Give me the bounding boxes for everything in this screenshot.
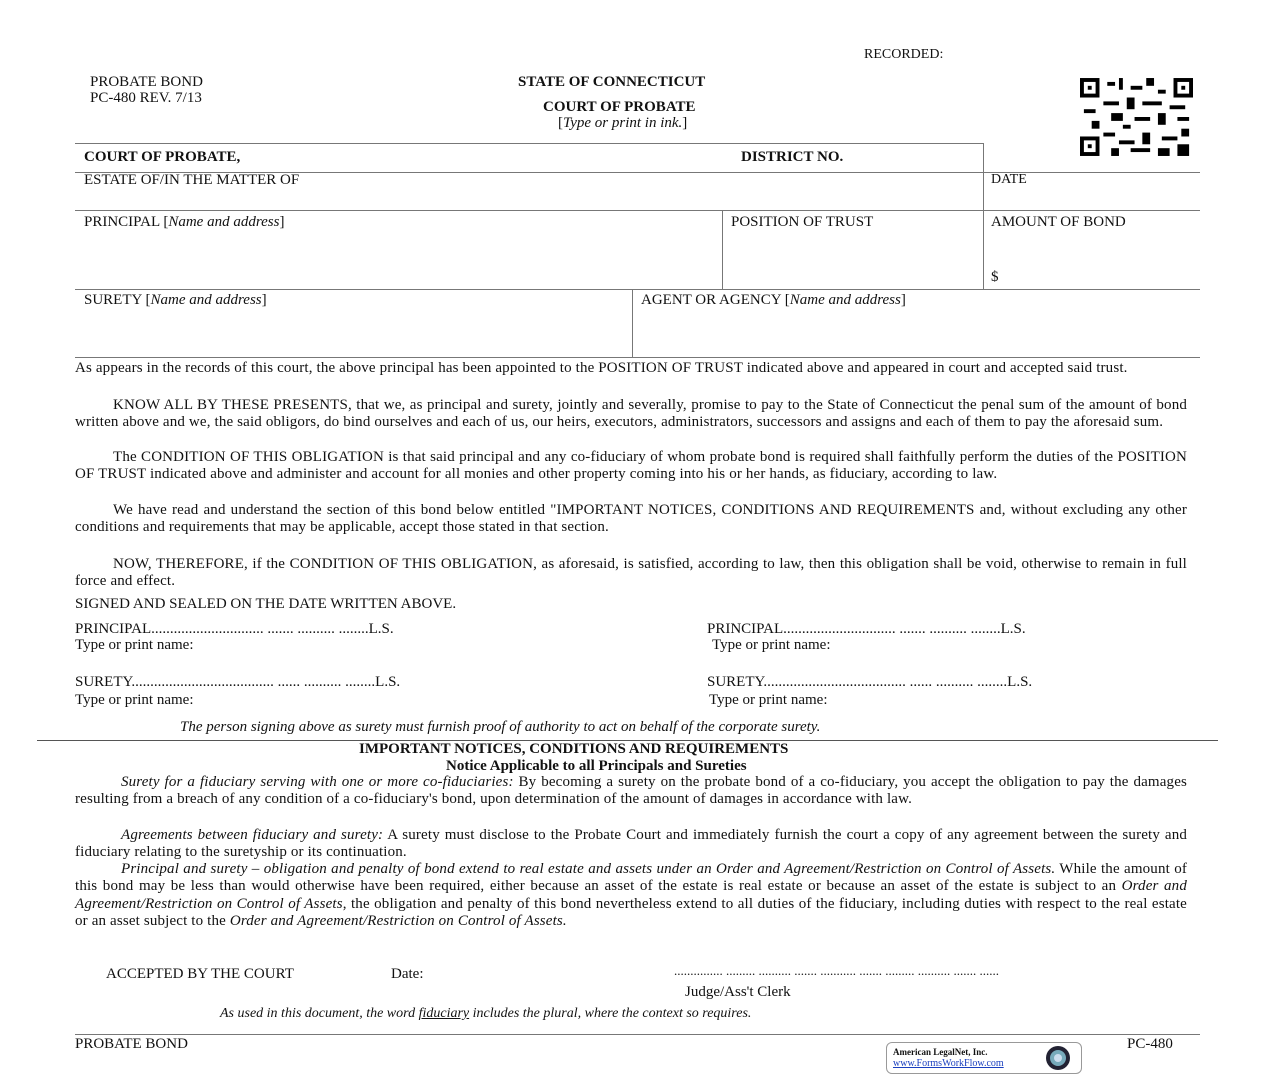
paragraph-know-all: KNOW ALL BY THESE PRESENTS, that we, as principal and surety, jointly and severally, promise to pay to the State of Connecticut the penal sum of the amount of bond written above and we, the said obligors, do bind ourselves and each of us, our heirs, executors, administrators, successors and assigns and each of them to pay the aforesaid sum. (75, 397, 1187, 431)
notice-co-fiduciaries: Surety for a fiduciary serving with one or more co-fiduciaries: By becoming a surety on the probate bond of a co-fiduciary, you accept the obligation to pay the damages resulting from a breach of any condition of a co-fiduciary's bond, upon determination of the amount of damages in accordance with law. (75, 774, 1187, 808)
notice-real-estate: Principal and surety – obligation and penalty of bond extend to real estate and assets under an Order and Agreement/Restriction on Control of Assets. While the amount of this bond may be less than would otherwise have been required, either because an asset of the estate is real estate or because an asset of the estate is subject to an Order and Agreement/Restriction on Control of Assets, the obligation and penalty of this bond nevertheless extend to all duties of the fiduciary, including duties with respect to the real estate or an asset subject to the Order and Agreement/Restriction on Control of Assets. (75, 861, 1188, 930)
logo-name: American LegalNet, Inc. (893, 1047, 988, 1057)
footer-form-name: PROBATE BOND (75, 1036, 188, 1052)
paragraph-appointment: As appears in the records of this court, the above principal has been appointed to the POSITION OF TRUST indicated above and appeared in court and accepted said trust. (75, 360, 1128, 376)
surety-signature-1[interactable]: SURETY...................................... ...... .......... ........L.S. (75, 674, 401, 690)
surety-signature-2[interactable]: SURETY...................................... ...... .......... ........L.S. (707, 674, 1033, 690)
principal-name-1[interactable]: Type or print name: (75, 637, 194, 653)
amount-of-bond-field[interactable]: AMOUNT OF BOND (991, 214, 1126, 230)
district-no-field[interactable]: DISTRICT NO. (741, 149, 844, 165)
recorded-label: RECORDED: (864, 47, 944, 62)
instruction: [Type or print in ink.] (558, 115, 688, 131)
notices-title: IMPORTANT NOTICES, CONDITIONS AND REQUIREMENTS (359, 741, 789, 757)
signed-sealed: SIGNED AND SEALED ON THE DATE WRITTEN ABOVE. (75, 596, 457, 612)
form-name: PROBATE BOND (90, 74, 203, 90)
paragraph-read-understand: We have read and understand the section of this bond below entitled "IMPORTANT NOTICES, CONDITIONS AND REQUIREMENTS and, without excluding any other conditions and requirements that may be applicable, accept those stated in that section. (75, 502, 1187, 536)
date-field[interactable]: DATE (991, 172, 1027, 187)
state-title: STATE OF CONNECTICUT (518, 74, 706, 90)
court-title: COURT OF PROBATE (543, 99, 696, 115)
surety-note: The person signing above as surety must furnish proof of authority to act on behalf of the corporate surety. (180, 719, 821, 735)
judge-label: Judge/Ass't Clerk (685, 984, 791, 1000)
american-legalnet-logo[interactable] (886, 1042, 1082, 1074)
accepted-date[interactable]: Date: (391, 966, 424, 982)
principal-name-2[interactable]: Type or print name: (712, 637, 831, 653)
fiduciary-note: As used in this document, the word fiduciary includes the plural, where the context so requires. (220, 1006, 752, 1021)
surety-name-1[interactable]: Type or print name: (75, 692, 194, 708)
logo-url[interactable]: www.FormsWorkFlow.com (893, 1058, 1004, 1069)
court-of-probate-field[interactable]: COURT OF PROBATE, (84, 149, 241, 165)
globe-icon (1045, 1045, 1071, 1071)
accepted-label: ACCEPTED BY THE COURT (106, 966, 294, 982)
principal-signature-2[interactable]: PRINCIPAL.............................. ....... .......... ........L.S. (707, 621, 1026, 637)
form-number: PC-480 REV. 7/13 (90, 90, 202, 106)
dollar-sign: $ (991, 269, 999, 285)
footer-form-number: PC-480 (1127, 1036, 1173, 1052)
position-of-trust-field[interactable]: POSITION OF TRUST (731, 214, 874, 230)
surety-name-2[interactable]: Type or print name: (709, 692, 828, 708)
surety-field[interactable]: SURETY [Name and address] (84, 292, 267, 308)
paragraph-condition: The CONDITION OF THIS OBLIGATION is that said principal and any co-fiduciary of whom probate bond is required shall faithfully perform the duties of the POSITION OF TRUST indicated above and administer and account for all monies and other property coming into his or her hands, as fiduciary, according to law. (75, 449, 1187, 483)
judge-signature-line[interactable]: ............... ......... .......... ....... ........... ....... ......... .......... ....... ...... (674, 963, 999, 978)
agent-field[interactable]: AGENT OR AGENCY [Name and address] (641, 292, 906, 308)
notices-subtitle: Notice Applicable to all Principals and Sureties (446, 758, 747, 774)
estate-field[interactable]: ESTATE OF/IN THE MATTER OF (84, 172, 300, 188)
qr-code-icon (1080, 78, 1193, 156)
principal-field[interactable]: PRINCIPAL [Name and address] (84, 214, 285, 230)
paragraph-now-therefore: NOW, THEREFORE, if the CONDITION OF THIS OBLIGATION, as aforesaid, is satisfied, according to law, then this obligation shall be void, otherwise to remain in full force and effect. (75, 556, 1187, 590)
principal-signature-1[interactable]: PRINCIPAL.............................. ....... .......... ........L.S. (75, 621, 394, 637)
notice-agreements: Agreements between fiduciary and surety: A surety must disclose to the Probate Court and immediately furnish the court a copy of any agreement between the surety and fiduciary relating to the suretyship or its continuation. (75, 827, 1187, 861)
